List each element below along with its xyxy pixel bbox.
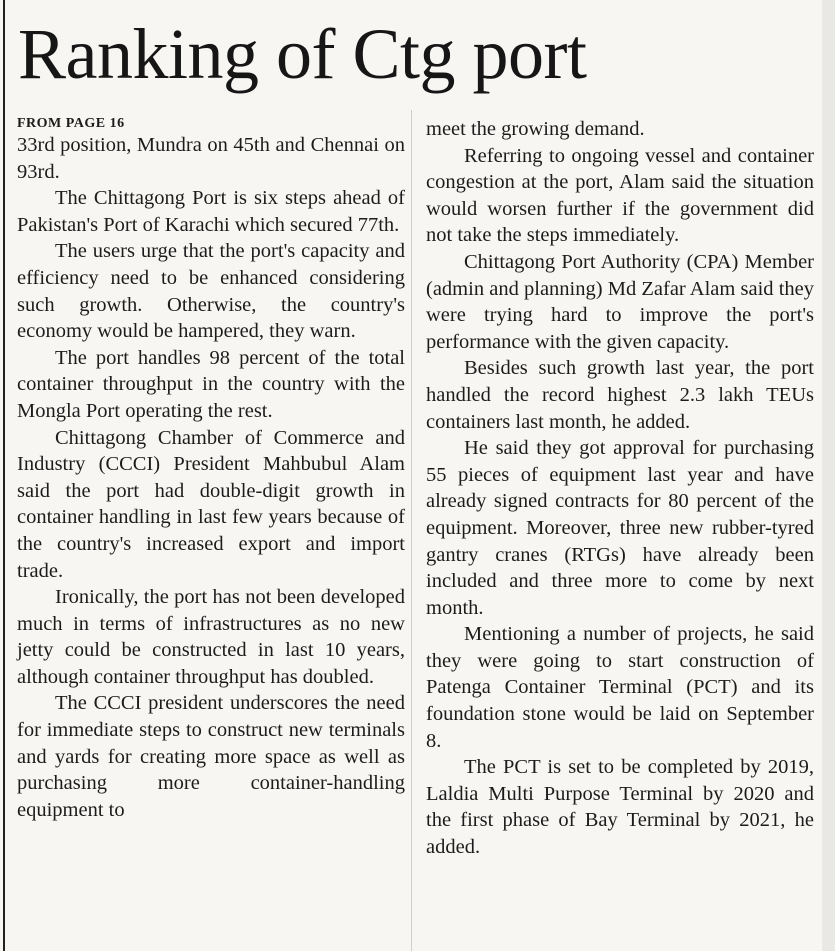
paragraph: Besides such growth last year, the port handled the record highest 2.3 lakh TEUs containers last month, he added. [426,357,814,433]
paragraph: The PCT is set to be completed by 2019, Laldia Multi Purpose Terminal by 2020 and the first phase of Bay Terminal by 2021, he added. [426,756,814,859]
right-margin-strip [822,0,835,951]
paragraph: The CCCI president underscores the need for immediate steps to construct new terminals and yards for creating more space as well as purchasing more container-handling equipment to [17,692,405,821]
paragraph: 33rd position, Mundra on 45th and Chennai on 93rd. [17,134,405,183]
paragraph: The Chittagong Port is six steps ahead of Pakistan's Port of Karachi which secured 77th. [17,187,405,236]
continued-from-label: FROM PAGE 16 [17,116,125,131]
paragraph: He said they got approval for purchasing 55 pieces of equipment last year and have already signed contracts for 80 percent of the equipment. Moreover, three new rubber-tyred gantry cranes (RTGs) have already been included and three more to come by next month. [426,437,814,619]
headline: Ranking of Ctg port [18,14,587,94]
paragraph: The users urge that the port's capacity and efficiency need to be enhanced considering such growth. Otherwise, the country's economy would be hampered, they warn. [17,240,405,343]
paragraph: The port handles 98 percent of the total container throughput in the country with the Mongla Port operating the rest. [17,346,405,422]
article-column-left [17,114,405,823]
column-divider [411,110,412,951]
paragraph: Chittagong Port Authority (CPA) Member (admin and planning) Md Zafar Alam said they were trying hard to improve the port's performance with the given capacity. [426,250,814,353]
paragraph: Referring to ongoing vessel and container congestion at the port, Alam said the situation would worsen further if the government did not take the steps immediately. [426,144,814,247]
left-border-rule [3,0,5,951]
paragraph: Ironically, the port has not been developed much in terms of infrastructures as no new jetty could be constructed in last 10 years, although container throughput has doubled. [17,586,405,688]
paragraph: Chittagong Chamber of Commerce and Industry (CCCI) President Mahbubul Alam said the port had double-digit growth in container handling in last few years because of the country's increased export and import trade. [17,426,405,582]
paragraph: meet the growing demand. [426,118,645,140]
paragraph: Mentioning a number of projects, he said they were going to start construction of Patenga Container Terminal (PCT) and its foundation stone would be laid on September 8. [426,623,814,752]
article-column-right [426,116,814,861]
